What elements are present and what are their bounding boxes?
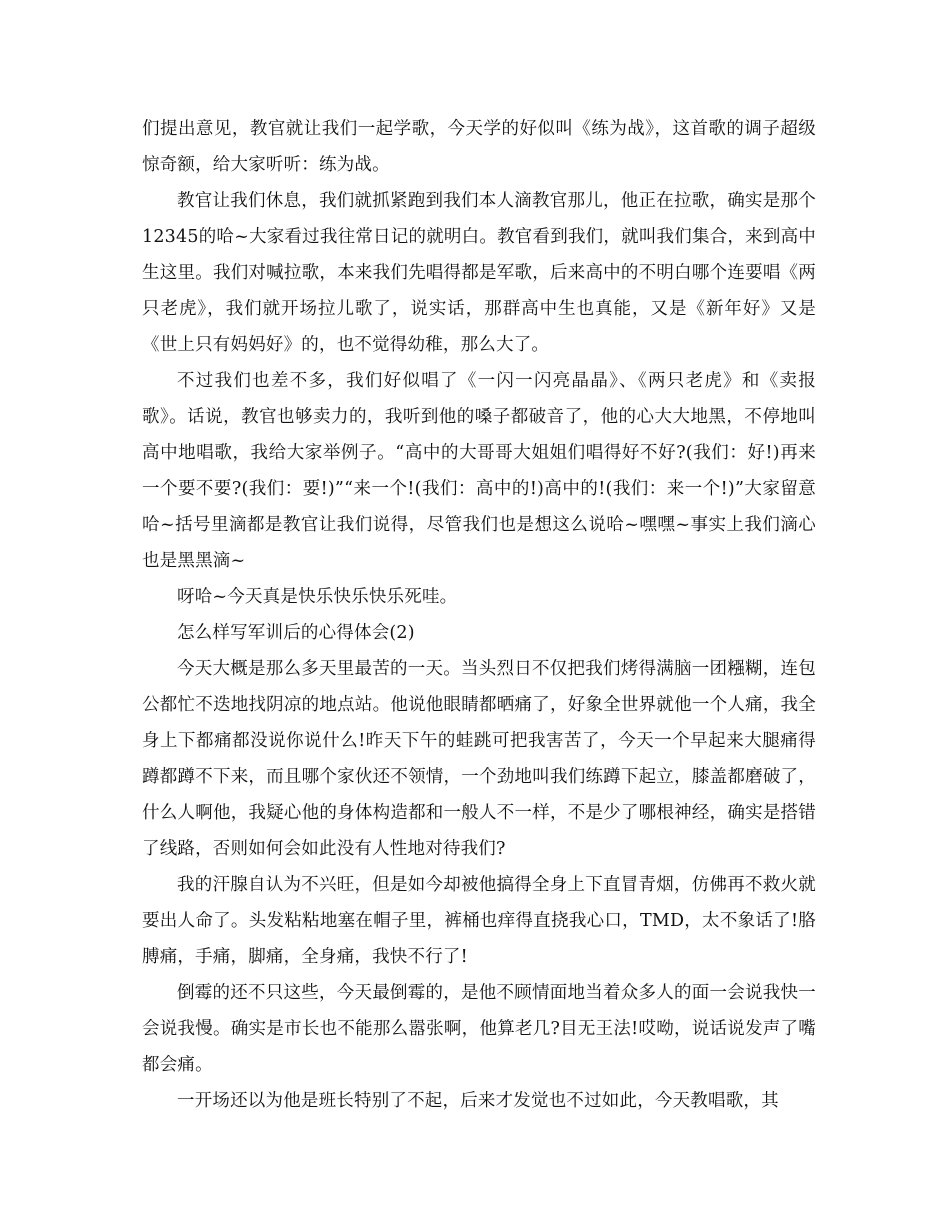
paragraph-4: 呀哈~今天真是快乐快乐快乐死哇。 (177, 587, 458, 607)
paragraph-1: 们提出意见，教官就让我们一起学歌，今天学的好似叫《练为战》，这首歌的调子超级惊奇额，给大家听听：练为战。 (142, 119, 816, 175)
paragraph-5: 今天大概是那么多天里最苦的一天。当头烈日不仅把我们烤得满脑一团糨糊，连包公都忙不迭地找阴凉的地点站。他说他眼睛都晒痛了，好象全世界就他一个人痛，我全身上下都痛都没说你说什么!昨天下午的蛙跳可把我害苦了，今天一个早起来大腿痛得蹲都蹲不下来，而且哪个家伙还不领情，一个劲地叫我们练蹲下起立，膝盖都磨破了，什么人啊他，我疑心他的身体构造都和一般人不一样，不是少了哪根神经，确实是搭错了线路，否则如何会如此没有人性地对待我们? (142, 659, 816, 859)
paragraph-7: 倒霉的还不只这些，今天最倒霉的，是他不顾情面地当着众多人的面一会说我快一会说我慢。确实是市长也不能那么嚣张啊，他算老几?目无王法!哎呦，说话说发声了嘴都会痛。 (142, 983, 816, 1075)
paragraph-3: 不过我们也差不多，我们好似唱了《一闪一闪亮晶晶》、《两只老虎》和《卖报歌》。话说，教官也够卖力的，我听到他的嗓子都破音了，他的心大大地黑，不停地叫高中地唱歌，我给大家举例子。“高中的大哥哥大姐姐们唱得好不好?(我们：好!)再来一个要不要?(我们：要!)”“来一个!(我们：高中的!)高中的!(我们：来一个!)”大家留意哈~括号里滴都是教官让我们说得，尽管我们也是想这么说哈~嘿嘿~事实上我们滴心也是黑黑滴~ (142, 371, 816, 571)
document-body (142, 111, 816, 1119)
paragraph-2: 教官让我们休息，我们就抓紧跑到我们本人滴教官那儿，他正在拉歌，确实是那个12345的哈~大家看过我往常日记的就明白。教官看到我们，就叫我们集合，来到高中生这里。我们对喊拉歌，本来我们先唱得都是军歌，后来高中的不明白哪个连要唱《两只老虎》，我们就开场拉儿歌了，说实话，那群高中生也真能，又是《新年好》又是《世上只有妈妈好》的，也不觉得幼稚，那么大了。 (142, 191, 816, 355)
paragraph-6: 我的汗腺自认为不兴旺，但是如今却被他搞得全身上下直冒青烟，仿佛再不救火就要出人命了。头发粘粘地塞在帽子里，裤桶也痒得直挠我心口，TMD，太不象话了!胳膊痛，手痛，脚痛，全身痛，我快不行了! (142, 875, 816, 967)
section-heading: 怎么样写军训后的心得体会(2) (177, 623, 415, 643)
paragraph-8: 一开场还以为他是班长特别了不起，后来才发觉也不过如此，今天教唱歌，其 (177, 1091, 779, 1111)
